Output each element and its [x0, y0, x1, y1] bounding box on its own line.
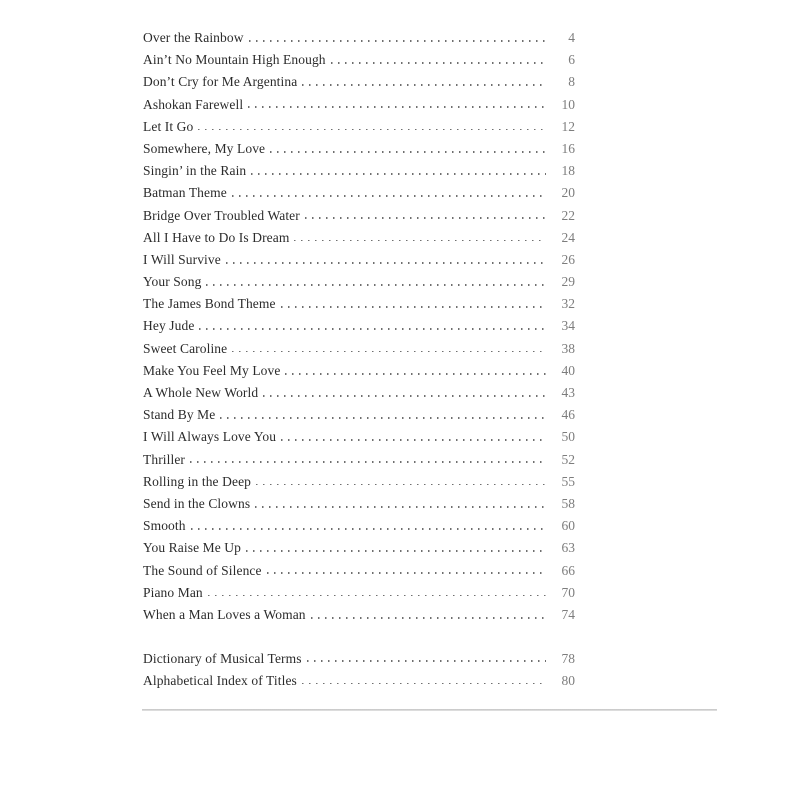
leader-dots: [226, 262, 546, 264]
leader-dots: [198, 129, 546, 131]
toc-entry-title: When a Man Loves a Woman: [143, 606, 306, 622]
toc-row: [143, 315, 575, 337]
toc-entry-title: Your Song: [143, 274, 202, 290]
toc-row: [143, 382, 575, 404]
table-of-contents: [143, 27, 575, 692]
toc-row: [143, 582, 575, 604]
toc-entry-page-number: 58: [561, 495, 575, 511]
toc-row: [143, 94, 575, 116]
leader-dots: [302, 84, 546, 86]
toc-row: [143, 227, 575, 249]
toc-entry-page-number: 50: [561, 429, 575, 445]
leader-dots: [255, 506, 546, 508]
leader-dots: [267, 572, 546, 574]
toc-entry-page-number: 80: [561, 672, 575, 688]
toc-entry-title: Stand By Me: [143, 407, 216, 423]
toc-entry-page-number: 12: [561, 118, 575, 134]
toc-entry-title: Batman Theme: [143, 185, 227, 201]
leader-dots: [249, 40, 546, 42]
toc-entry-page-number: 34: [561, 318, 575, 334]
toc-entry-title: I Will Always Love You: [143, 429, 277, 445]
toc-entry-title: Let It Go: [143, 118, 194, 134]
toc-entry-title: Sweet Caroline: [143, 340, 228, 356]
toc-entry-page-number: 66: [561, 562, 575, 578]
toc-row: [143, 515, 575, 537]
toc-row: [143, 205, 575, 227]
toc-row: [143, 160, 575, 182]
toc-row: [143, 471, 575, 493]
leader-dots: [232, 351, 546, 353]
leader-dots: [331, 62, 546, 64]
toc-entry-title: Hey Jude: [143, 318, 195, 334]
toc-row: [143, 493, 575, 515]
section-divider: [142, 709, 717, 711]
leader-dots: [232, 195, 546, 197]
toc-entry-page-number: 38: [561, 340, 575, 356]
toc-entry-title: Bridge Over Troubled Water: [143, 207, 300, 223]
toc-row: [143, 249, 575, 271]
leader-dots: [281, 439, 546, 441]
toc-entry-page-number: 16: [561, 140, 575, 156]
toc-entry-page-number: 40: [561, 362, 575, 378]
toc-entry-title: I Will Survive: [143, 251, 221, 267]
toc-entry-title: Somewhere, My Love: [143, 140, 266, 156]
toc-entry-page-number: 55: [561, 473, 575, 489]
toc-back-matter-list: [143, 648, 575, 692]
leader-dots: [190, 461, 546, 463]
toc-row: [143, 138, 575, 160]
toc-row: [143, 182, 575, 204]
toc-entry-title: Ain’t No Mountain High Enough: [143, 52, 326, 68]
toc-entry-page-number: 22: [561, 207, 575, 223]
toc-entry-title: The James Bond Theme: [143, 296, 276, 312]
leader-dots: [251, 173, 546, 175]
toc-entry-page-number: 10: [561, 96, 575, 112]
toc-entry-page-number: 43: [561, 385, 575, 400]
toc-entry-title: You Raise Me Up: [143, 540, 242, 556]
toc-entry-page-number: 78: [561, 650, 575, 666]
leader-dots: [270, 151, 546, 153]
toc-row: [143, 648, 575, 670]
toc-entry-page-number: 8: [568, 74, 575, 90]
toc-entry-title: Rolling in the Deep: [143, 473, 252, 489]
toc-entry-title: Dictionary of Musical Terms: [143, 650, 302, 666]
leader-dots: [191, 528, 546, 530]
toc-entry-title: All I Have to Do Is Dream: [143, 229, 290, 245]
toc-row: [143, 426, 575, 448]
toc-entry-page-number: 46: [561, 407, 575, 423]
leader-dots: [206, 284, 546, 286]
toc-entry-title: Piano Man: [143, 584, 203, 600]
leader-dots: [199, 328, 546, 330]
toc-entry-title: Over the Rainbow: [143, 30, 244, 45]
toc-row: [143, 27, 575, 49]
toc-row: [143, 360, 575, 382]
toc-row: [143, 404, 575, 426]
toc-row: [143, 604, 575, 626]
leader-dots: [246, 550, 546, 552]
toc-entry-title: Smooth: [143, 518, 186, 534]
toc-entry-title: Send in the Clowns: [143, 495, 251, 511]
leader-dots: [311, 617, 546, 619]
toc-entry-title: Singin’ in the Rain: [143, 163, 247, 179]
leader-dots: [263, 395, 546, 397]
toc-entry-page-number: 52: [561, 451, 575, 467]
toc-entry-page-number: 70: [561, 584, 575, 600]
toc-entry-page-number: 60: [561, 518, 575, 534]
toc-row: [143, 537, 575, 559]
toc-entry-page-number: 6: [568, 52, 575, 68]
toc-entry-page-number: 26: [561, 251, 575, 267]
toc-entry-page-number: 29: [561, 274, 575, 290]
leader-dots: [307, 660, 546, 662]
leader-dots: [220, 417, 546, 419]
leader-dots: [248, 106, 546, 108]
toc-row: [143, 116, 575, 138]
toc-song-list: [143, 27, 575, 626]
toc-row: [143, 338, 575, 360]
toc-entry-title: Don’t Cry for Me Argentina: [143, 74, 298, 90]
leader-dots: [285, 373, 546, 375]
toc-row: [143, 293, 575, 315]
leader-dots: [294, 240, 546, 242]
toc-entry-title: A Whole New World: [143, 385, 259, 400]
toc-entry-title: The Sound of Silence: [143, 562, 262, 578]
leader-dots: [302, 683, 546, 685]
toc-row: [143, 49, 575, 71]
toc-entry-page-number: 18: [561, 163, 575, 179]
toc-entry-title: Alphabetical Index of Titles: [143, 672, 297, 688]
toc-entry-page-number: 20: [561, 185, 575, 201]
toc-entry-page-number: 63: [561, 540, 575, 556]
toc-entry-page-number: 4: [568, 30, 575, 45]
leader-dots: [281, 306, 546, 308]
leader-dots: [256, 484, 546, 486]
leader-dots: [208, 595, 546, 597]
toc-row: [143, 271, 575, 293]
toc-entry-page-number: 32: [561, 296, 575, 312]
toc-entry-page-number: 24: [561, 229, 575, 245]
toc-row: [143, 670, 575, 692]
toc-row: [143, 449, 575, 471]
toc-row: [143, 560, 575, 582]
toc-entry-page-number: 74: [561, 606, 575, 622]
toc-row: [143, 71, 575, 93]
toc-entry-title: Make You Feel My Love: [143, 362, 281, 378]
leader-dots: [305, 217, 546, 219]
toc-entry-title: Ashokan Farewell: [143, 96, 244, 112]
toc-entry-title: Thriller: [143, 451, 186, 467]
